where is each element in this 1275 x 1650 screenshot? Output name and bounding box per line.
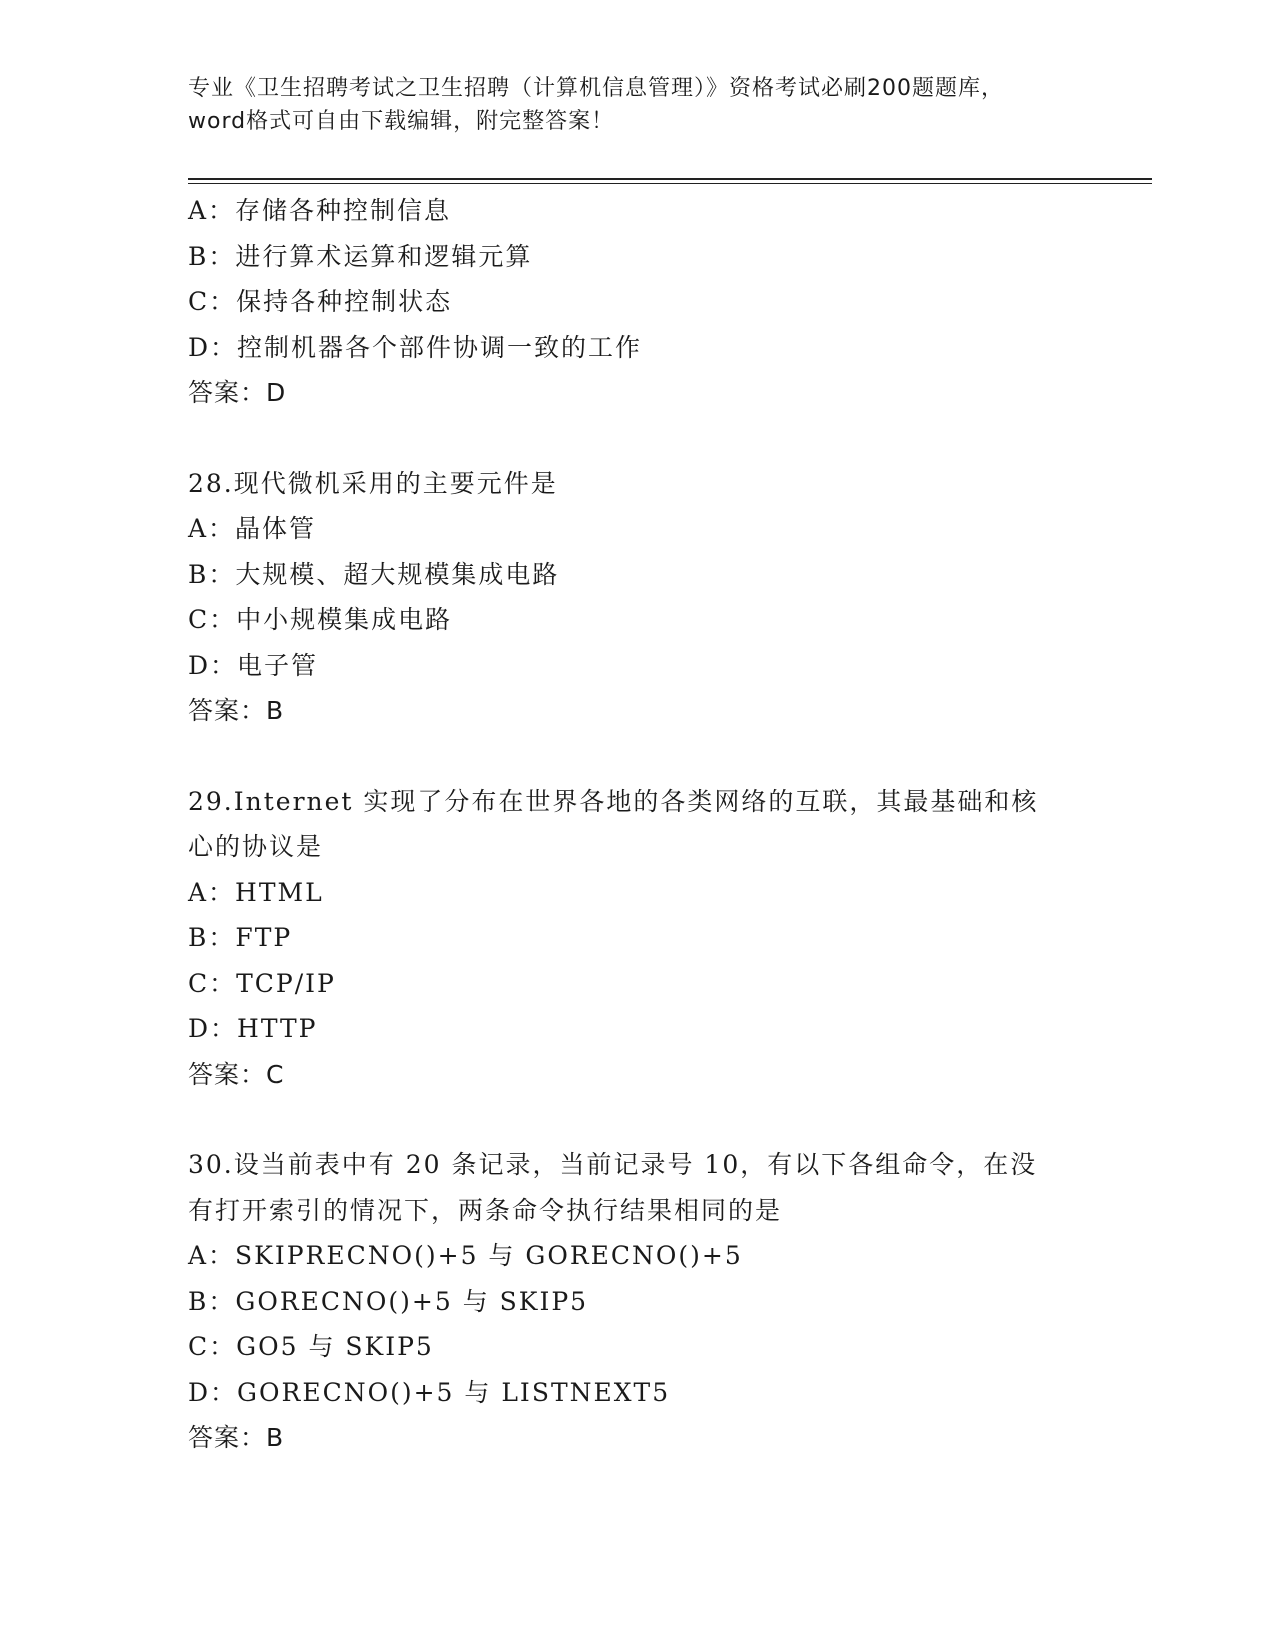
question-28 [188, 461, 1088, 734]
option-b: B：进行算术运算和逻辑元算 [188, 241, 533, 271]
option-a: A：晶体管 [188, 514, 317, 543]
question-stem: 30.设当前表中有 20 条记录，当前记录号 10，有以下各组命令，在没 [188, 1150, 1038, 1179]
spacer [188, 1097, 1088, 1142]
option-b: B：FTP [188, 923, 293, 952]
option-c: C：中小规模集成电路 [188, 605, 453, 634]
spacer [188, 416, 1088, 461]
answer-line: 答案：D [188, 378, 287, 407]
option-c: C：保持各种控制状态 [188, 287, 453, 316]
question-30 [188, 1142, 1088, 1461]
header-title-line-1: 专业《卫生招聘考试之卫生招聘（计算机信息管理）》资格考试必刷200题题库， [188, 76, 1004, 101]
spacer [188, 734, 1088, 779]
option-d: D：电子管 [188, 650, 319, 680]
question-stem-continued: 心的协议是 [188, 832, 324, 861]
option-b: B：大规模、超大规模集成电路 [188, 559, 560, 589]
question-stem: 29.Internet 实现了分布在世界各地的各类网络的互联，其最基础和核 [188, 786, 1039, 816]
question-stem: 28.现代微机采用的主要元件是 [188, 468, 558, 498]
question-content [188, 188, 1088, 1461]
answer-line: 答案：B [188, 1423, 285, 1452]
option-c: C：TCP/IP [188, 968, 336, 998]
question-29 [188, 779, 1088, 1098]
option-a: A：存储各种控制信息 [188, 196, 452, 225]
header-divider-thin [188, 183, 1152, 184]
header-title-line-2: word格式可自由下载编辑，附完整答案！ [188, 109, 615, 134]
option-d: D：HTTP [188, 1014, 318, 1043]
option-a: A：HTML [188, 877, 324, 907]
document-header [188, 72, 1088, 138]
option-a: A：SKIPRECNO()+5 与 GORECNO()+5 [188, 1241, 743, 1270]
question-stem-continued: 有打开索引的情况下，两条命令执行结果相同的是 [188, 1195, 783, 1225]
answer-line: 答案：C [188, 1059, 285, 1089]
option-c: C：GO5 与 SKIP5 [188, 1332, 434, 1361]
header-divider-thick [188, 178, 1152, 180]
question-27-partial [188, 188, 1088, 416]
option-d: D：GORECNO()+5 与 LISTNEXT5 [188, 1377, 671, 1407]
option-b: B：GORECNO()+5 与 SKIP5 [188, 1286, 589, 1316]
option-d: D：控制机器各个部件协调一致的工作 [188, 332, 643, 362]
answer-line: 答案：B [188, 696, 285, 725]
